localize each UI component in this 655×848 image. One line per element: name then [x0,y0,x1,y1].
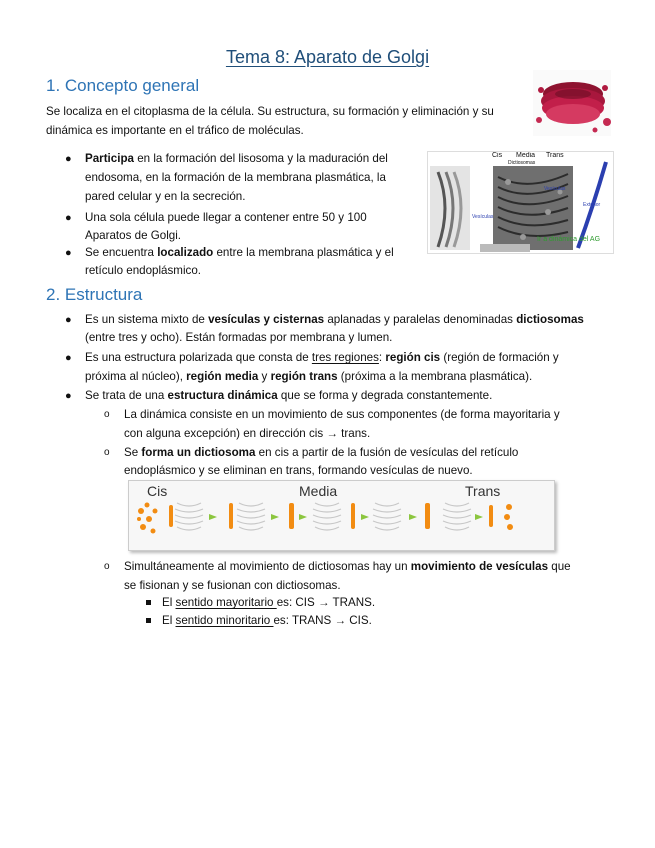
bullet-dot: ● [65,390,72,402]
text: es: TRANS → CIS. [273,614,372,627]
fig-label-exterior: Exterior [583,202,601,208]
text: aplanadas y paralelas denominadas [324,313,517,326]
bullet-polarizada [85,348,612,367]
bullet-celula-line2: Aparatos de Golgi. [85,229,182,242]
bullet-dot: ● [65,153,72,165]
intro-line-2: dinámica es importante en el tráfico de moléculas. [46,124,304,137]
page-title: Tema 8: Aparato de Golgi [225,47,430,67]
fig-label-trans: Trans [546,152,564,159]
section-heading-estructura: 2. Estructura [46,285,143,304]
text: Se encuentra [85,246,158,259]
golgi-3d-image [533,70,611,136]
bold-estructura-dinamica: estructura dinámica [167,389,278,402]
sub-bullet-circle: o [104,561,110,572]
bold-localizado: localizado [157,246,214,259]
fig-label-cis: Cis [492,152,503,159]
square-item-minoritario [162,611,602,630]
text: Es un sistema mixto de [85,313,209,326]
text: El [162,596,176,609]
square-bullet [146,600,151,605]
text: (región de formación y [440,351,559,364]
text: Se trata de una [85,389,168,402]
text: es: CIS → TRANS. [276,596,376,609]
strip-label-trans: Trans [465,483,501,499]
sub-bullet-dinamica-line1: La dinámica consiste en un movimiento de sus componentes (de forma mayoritaria y [124,408,560,421]
underline-tres-regiones: tres regiones [311,351,379,364]
text: (próxima a la membrana plasmática). [337,370,533,383]
section-heading-concepto: 1. Concepto general [46,76,200,95]
strip-label-cis: Cis [147,483,168,499]
underline-sentido-minoritario: sentido minoritario [175,614,274,627]
bullet-sistema-mixto-line2: (entre tres y ocho). Están formadas por membrana y lumen. [85,331,393,344]
text: en cis a partir de la fusión de vesículas del retículo [255,446,519,459]
text: que se forma y degrada constantemente. [277,389,493,402]
text: entre la membrana plasmática y el [213,246,394,259]
bullet-sistema-mixto [85,310,612,329]
bullet-polarizada-line2 [85,367,612,386]
bullet-dot: ● [65,314,72,326]
bold-region-trans: región trans [270,370,338,383]
bullet-dot: ● [65,352,72,364]
bold-forma-dictiosoma: forma un dictiosoma [141,446,256,459]
bullet-participa-line3: pared celular y en la secreción. [85,190,246,203]
sub-bullet-simultaneamente-line2: se fisionan y se fusionan con dictiosomas. [124,579,341,592]
fig-label-dictiosomas: Dictiosomas [508,160,536,166]
bullet-localizado [85,243,422,262]
sub-bullet-forma-dictiosoma [124,443,612,462]
sub-bullet-forma-dictiosoma-line2: endoplásmico y se eliminan en trans, formando vesículas de nuevo. [124,464,473,477]
bullet-dinamica [85,386,612,405]
sub-bullet-circle: o [104,409,110,420]
bold-dictiosomas: dictiosomas [516,313,584,326]
bold-movimiento-vesiculas: movimiento de vesículas [410,560,549,573]
cis-media-trans-diagram [128,480,555,551]
square-bullet [146,618,151,623]
bullet-dot: ● [65,212,72,224]
text: Simultáneamente al movimiento de dictiosomas hay un [124,560,411,573]
bullet-dot: ● [65,247,72,259]
text: Es una estructura polarizada que consta de [85,351,312,364]
text: Se [124,446,142,459]
underline-sentido-mayoritario: sentido mayoritario [175,596,277,609]
bullet-localizado-line2: retículo endoplásmico. [85,264,201,277]
text: próxima al núcleo), [85,370,187,383]
strip-label-media: Media [299,483,338,499]
text: : [378,351,386,364]
fig-label-vesiculas-right: Vesículas [544,186,566,192]
sub-bullet-simultaneamente [124,557,612,576]
golgi-micrograph-figure [427,151,614,254]
bold-participa: Participa [85,152,134,165]
text: que [548,560,571,573]
text: El [162,614,176,627]
bullet-participa [85,149,422,168]
fig-label-vesiculas-left: Vesículas [472,214,494,220]
fig-caption-link[interactable]: Ir a dinámica del AG [537,236,601,243]
fig-label-media: Media [516,152,536,159]
text: y [258,370,271,383]
bold-region-cis: región cis [385,351,441,364]
sub-bullet-circle: o [104,447,110,458]
bold-vesiculas-cisternas: vesículas y cisternas [208,313,325,326]
bold-region-media: región media [186,370,259,383]
square-item-mayoritario [162,593,602,612]
bullet-participa-line2: endosoma, en la formación de la membrana plasmática, la [85,171,386,184]
intro-line-1: Se localiza en el citoplasma de la célula. Su estructura, su formación y eliminación y su [46,105,494,118]
sub-bullet-dinamica-line2: con alguna excepción) en dirección cis → trans. [124,427,371,440]
text: en la formación del lisosoma y la maduración del [133,152,388,165]
bullet-celula-line1: Una sola célula puede llegar a contener entre 50 y 100 [85,211,367,224]
